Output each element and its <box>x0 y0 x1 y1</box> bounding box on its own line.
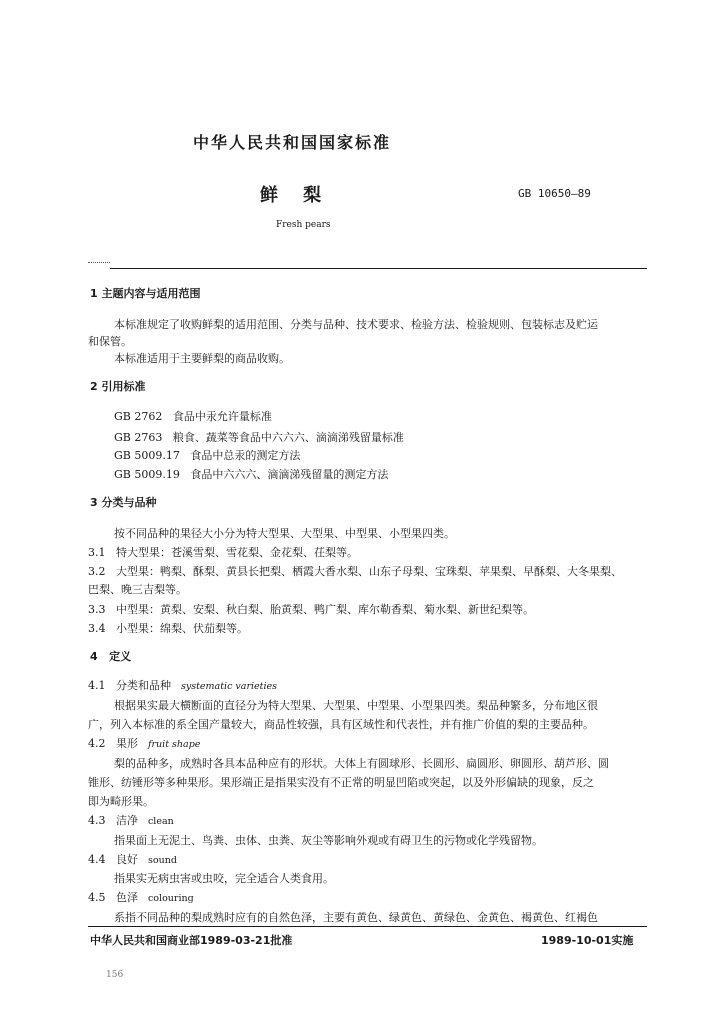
item-3-1: 3.1 特大型果：苍溪雪梨、雪花梨、金花梨、茌梨等。 <box>88 546 358 559</box>
definition-4-5-english: colouring <box>147 893 194 904</box>
section-2-heading: 2 引用标准 <box>90 380 146 393</box>
standard-code: GB 10650—89 <box>518 187 591 200</box>
header-rule <box>110 268 647 269</box>
definition-4-1-line-1: 根据果实最大横断面的直径分为特大型果、大型果、中型果、小型果四类。梨品种繁多，分布地区很 <box>114 699 598 712</box>
section-1-para-2: 本标准适用于主要鲜梨的商品收购。 <box>114 352 290 365</box>
definition-4-2-line-1: 梨的品种多，成熟时各具本品种应有的形状。大体上有圆球形、长圆形、扁圆形、卵圆形、葫芦形、圆 <box>114 757 609 770</box>
reference-item: GB 5009.17 食品中总汞的测定方法 <box>114 449 301 462</box>
reference-item: GB 2762 食品中汞允许量标准 <box>114 410 272 423</box>
definition-4-3-line-1: 指果面上无泥土、鸟粪、虫体、虫粪、灰尘等影响外观或有碍卫生的污物或化学残留物。 <box>114 834 543 847</box>
definition-4-2-english: fruit shape <box>147 739 201 750</box>
definition-4-2-term: 4.2 果形 <box>88 737 138 750</box>
section-1-para-1-line-2: 和保管。 <box>88 335 132 348</box>
definition-4-3-term: 4.3 洁净 <box>88 814 138 827</box>
definition-4-1-english: systematic varieties <box>180 681 277 692</box>
definition-4-4-english: sound <box>147 855 177 866</box>
implementation-date: 1989-10-01实施 <box>541 934 634 947</box>
definition-4-4-line-1: 指果实无病虫害或虫咬，完全适合人类食用。 <box>114 872 334 885</box>
definition-4-1-title <box>88 677 277 693</box>
reference-item: GB 2763 粮食、蔬菜等食品中六六六、滴滴涕残留量标准 <box>114 431 404 444</box>
definition-4-2-line-3: 即为畸形果。 <box>88 795 154 808</box>
approval-date: 中华人民共和国商业部1989-03-21批准 <box>90 934 293 947</box>
reference-item: GB 5009.19 食品中六六六、滴滴涕残留量的测定方法 <box>114 468 389 481</box>
section-1-heading: 1 主题内容与适用范围 <box>90 287 201 300</box>
definition-4-5-title <box>88 889 194 905</box>
standard-title: 鲜 梨 <box>260 185 322 206</box>
definition-4-5-term: 4.5 色泽 <box>88 891 138 904</box>
definition-4-2-title <box>88 735 200 751</box>
definition-4-5-line-1: 系指不同品种的梨成熟时应有的自然色泽，主要有黄色、绿黄色、黄绿色、金黄色、褐黄色、红褐色 <box>114 911 598 924</box>
english-title: Fresh pears <box>276 220 331 230</box>
footer-rule <box>88 926 647 927</box>
header-dotted-rule <box>88 262 110 263</box>
definition-4-2-line-2: 锥形、纺锤形等多种果形。果形端正是指果实没有不正常的明显凹陷或突起，以及外形偏缺的现象，反之 <box>88 776 594 789</box>
definition-4-1-term: 4.1 分类和品种 <box>88 679 171 692</box>
section-1-para-1-line-1: 本标准规定了收购鲜梨的适用范围、分类与品种、技术要求、检验方法、检验规则、包装标志及贮运 <box>114 318 598 331</box>
section-3-heading: 3 分类与品种 <box>90 496 157 509</box>
item-3-4: 3.4 小型果：绵梨、伏茄梨等。 <box>88 622 248 635</box>
item-3-2-line-2: 巴梨、晚三吉梨等。 <box>88 583 187 596</box>
item-3-2-line-1: 3.2 大型果：鸭梨、酥梨、黄县长把梨、栖霞大香水梨、山东子母梨、宝珠梨、苹果梨、早酥梨、大冬果梨、 <box>88 565 622 578</box>
section-4-heading: 4 定义 <box>90 650 132 663</box>
definition-4-4-title <box>88 851 177 867</box>
definition-4-3-english: clean <box>147 816 174 827</box>
section-3-intro: 按不同品种的果径大小分为特大型果、大型果、中型果、小型果四类。 <box>114 527 455 540</box>
item-3-3: 3.3 中型果：黄梨、安梨、秋白梨、胎黄梨、鸭广梨、库尔勒香梨、菊水梨、新世纪梨等。 <box>88 603 534 616</box>
definition-4-3-title <box>88 812 174 828</box>
definition-4-1-line-2: 广，列入本标准的系全国产量较大，商品性较强，具有区域性和代表性，并有推广价值的梨的主要品种。 <box>88 718 594 731</box>
page-number: 156 <box>106 970 124 980</box>
definition-4-4-term: 4.4 良好 <box>88 853 138 866</box>
standard-agency: 中华人民共和国国家标准 <box>193 133 392 152</box>
